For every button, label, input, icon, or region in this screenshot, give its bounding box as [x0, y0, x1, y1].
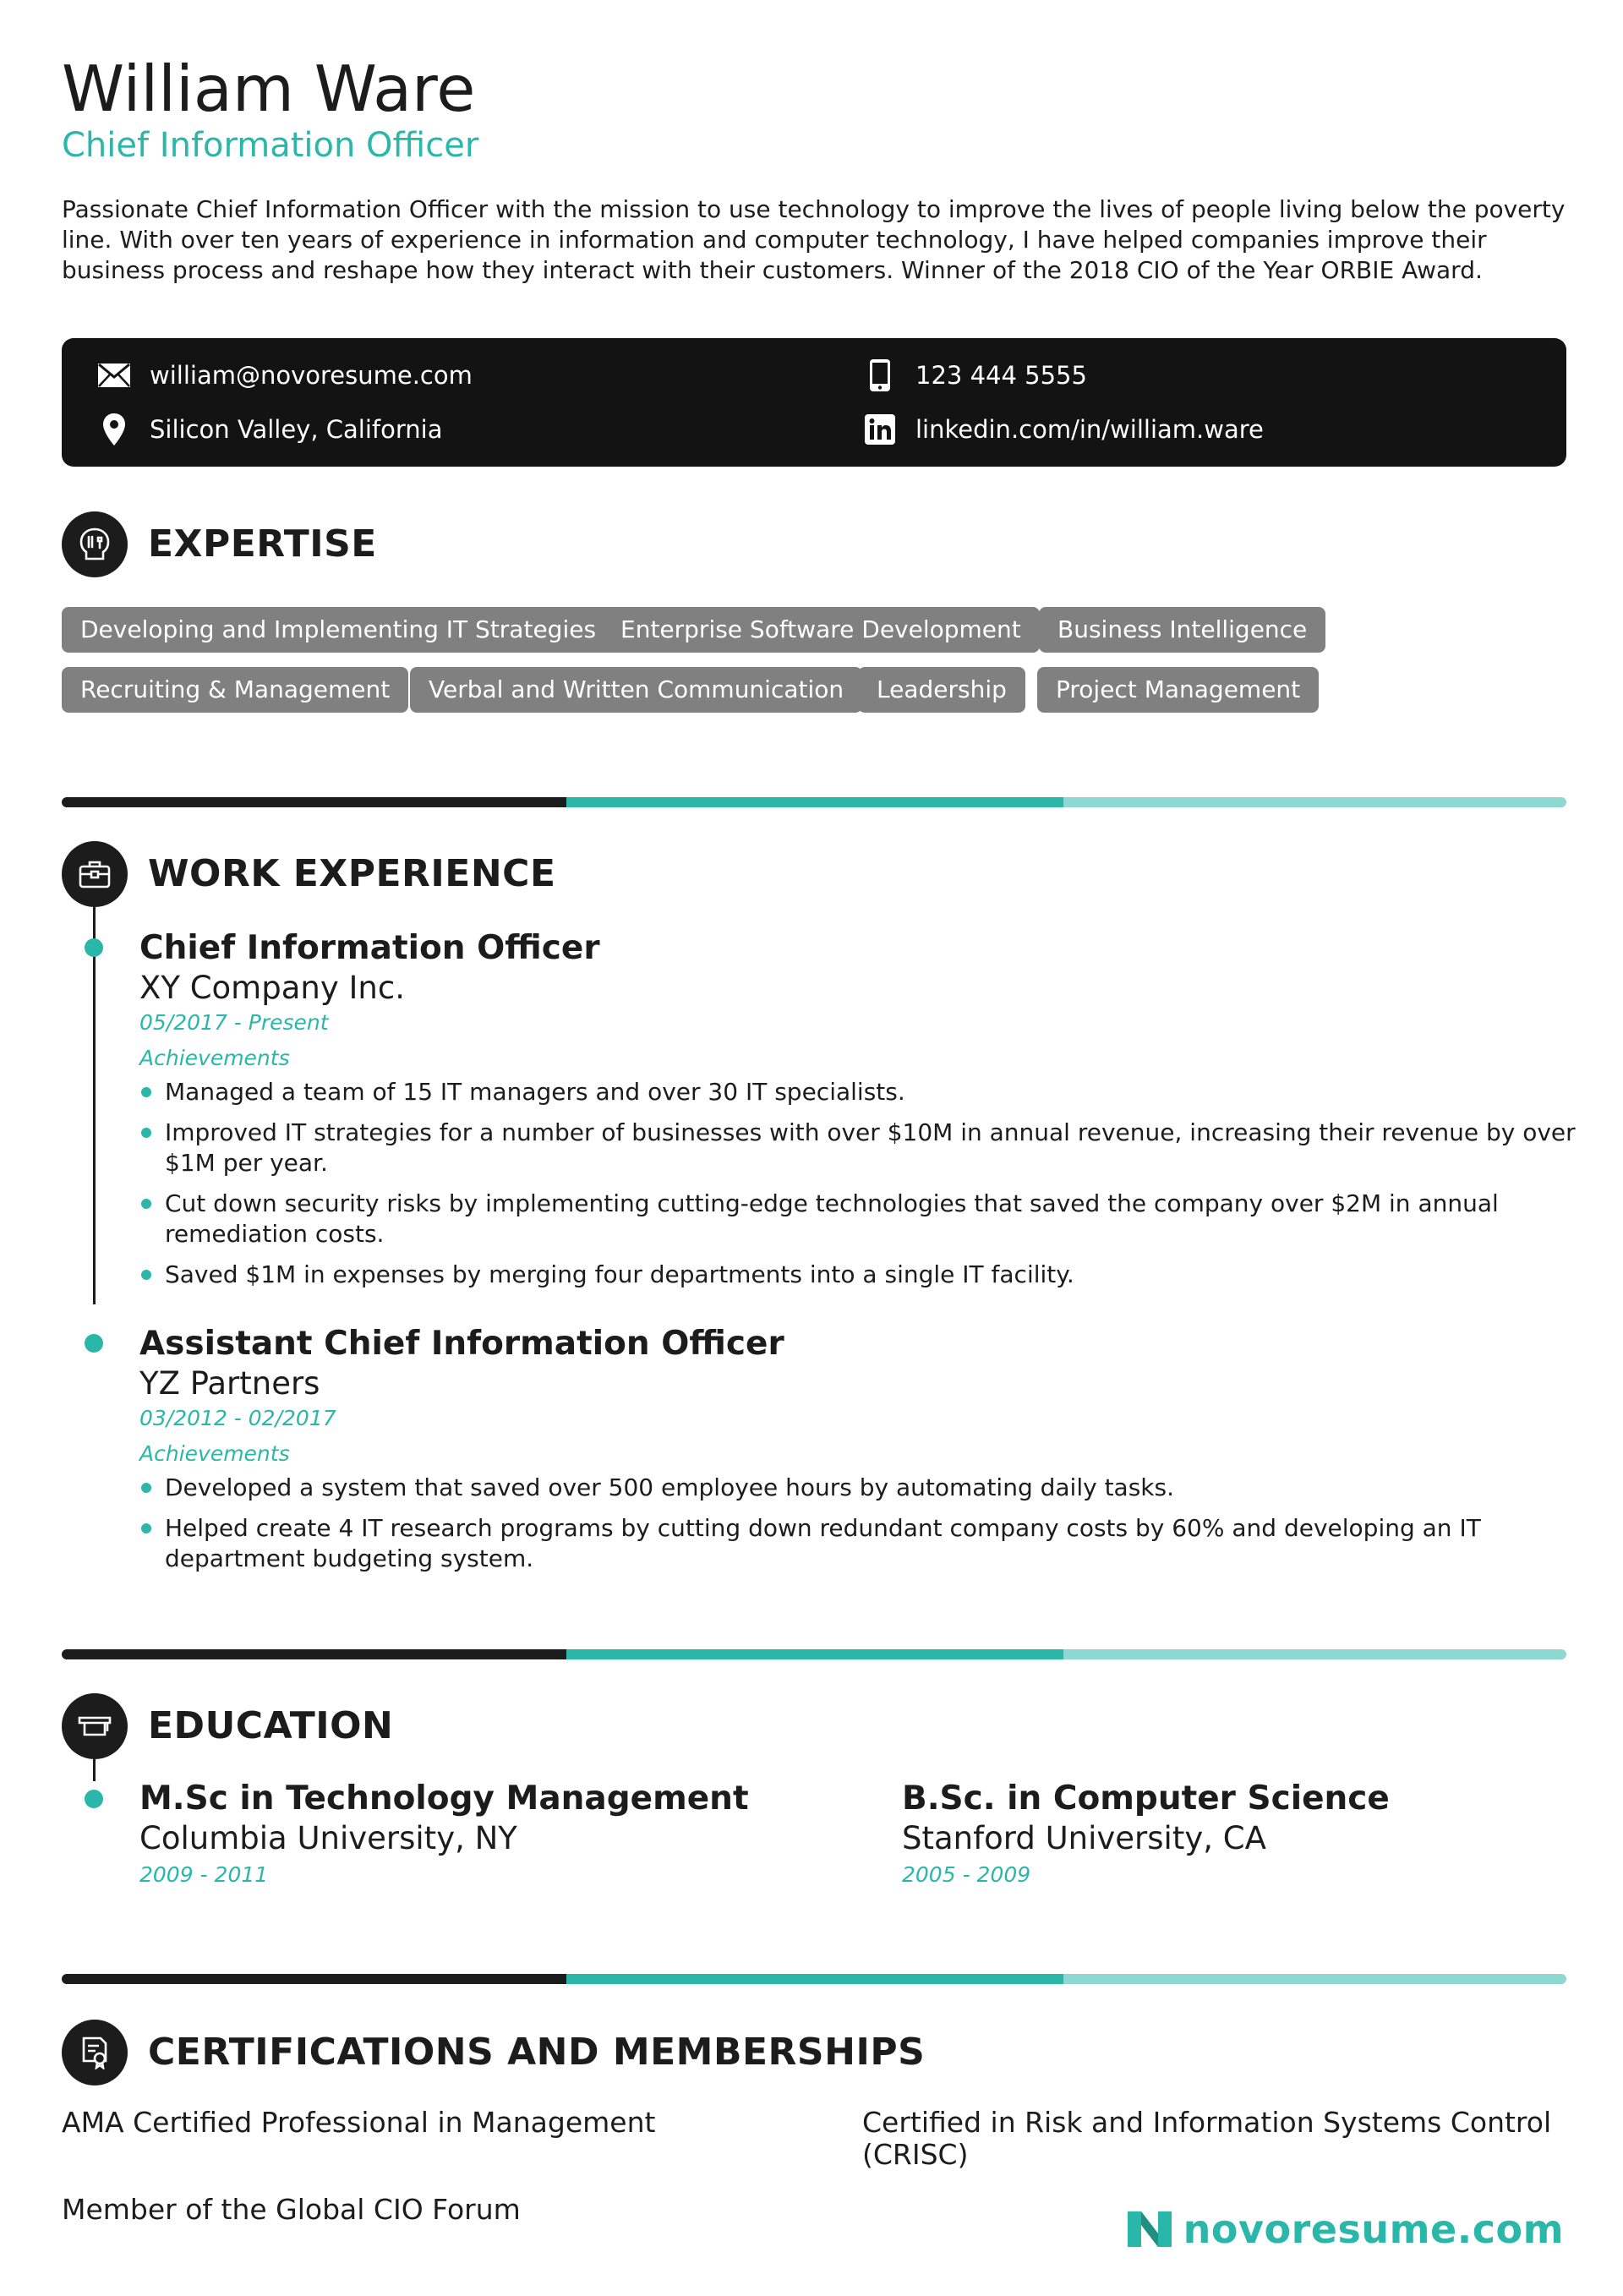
list-item: Improved IT strategies for a number of businesses with over $10M in annual revenue, increasing their revenue by over $1M per year. [139, 1118, 1577, 1178]
job-company: YZ Partners [139, 1365, 320, 1402]
expertise-tag: Leadership [858, 667, 1025, 713]
linkedin-icon [861, 413, 899, 446]
work-title: WORK EXPERIENCE [148, 852, 556, 895]
job-company: XY Company Inc. [139, 970, 405, 1006]
list-item: Cut down security risks by implementing cutting-edge technologies that saved the company over $2M in annual remediation costs. [139, 1189, 1577, 1249]
achievements-label: Achievements [139, 1441, 290, 1466]
candidate-name: William Ware [62, 52, 476, 126]
certification-item: Member of the Global CIO Forum [62, 2193, 521, 2226]
job-entry [139, 1324, 1577, 1584]
certificate-icon [62, 2020, 128, 2086]
timeline-dot [85, 938, 103, 957]
novoresume-logo[interactable] [1124, 2206, 1564, 2252]
briefcase-icon [62, 841, 128, 907]
expertise-tag: Recruiting & Management [62, 667, 408, 713]
contact-linkedin[interactable] [861, 413, 1264, 446]
expertise-title: EXPERTISE [148, 522, 377, 566]
phone-icon [861, 358, 899, 392]
education-dates: 2009 - 2011 [139, 1862, 269, 1887]
certification-item: Certified in Risk and Information Systems Control (CRISC) [862, 2106, 1552, 2171]
location-pin-icon [96, 413, 133, 446]
summary-text: Passionate Chief Information Officer with the mission to use technology to improve the lives of people living below the poverty line. With over ten years of experience in information and computer technology, I have helped companies improve their business process and reshape how they interact with their customers. Winner of the 2018 CIO of the Year ORBIE Award. [62, 195, 1566, 284]
list-item: Developed a system that saved over 500 employee hours by automating daily tasks. [139, 1473, 1577, 1503]
section-divider [62, 1974, 1566, 1984]
logo-text: novoresume.com [1183, 2206, 1564, 2252]
job-dates: 03/2012 - 02/2017 [139, 1406, 336, 1430]
degree-title: M.Sc in Technology Management [139, 1779, 749, 1818]
certifications-title: CERTIFICATIONS AND MEMBERSHIPS [148, 2031, 926, 2074]
list-item: Helped create 4 IT research programs by cutting down redundant company costs by 60% and developing an IT department budgeting system. [139, 1513, 1577, 1574]
education-entry [139, 1779, 749, 1889]
section-divider [62, 797, 1566, 807]
email-text: william@novoresume.com [150, 361, 473, 390]
certification-item: AMA Certified Professional in Management [62, 2106, 656, 2139]
job-title: Assistant Chief Information Officer [139, 1325, 784, 1363]
school-name: Stanford University, CA [902, 1820, 1266, 1856]
graduation-cap-icon [62, 1693, 128, 1759]
timeline-line [93, 907, 96, 1304]
novoresume-n-logo-icon [1124, 2208, 1175, 2250]
envelope-icon [96, 358, 133, 392]
timeline-line [93, 1759, 96, 1781]
job-title: Chief Information Officer [139, 929, 600, 967]
candidate-role: Chief Information Officer [62, 126, 479, 165]
expertise-tag: Business Intelligence [1039, 607, 1325, 653]
timeline-dot [85, 1334, 103, 1353]
timeline-dot [85, 1790, 103, 1808]
list-item: Managed a team of 15 IT managers and over 30 IT specialists. [139, 1077, 1577, 1107]
education-title: EDUCATION [148, 1704, 394, 1747]
education-entry [902, 1779, 1390, 1889]
expertise-icon [62, 511, 128, 577]
job-dates: 05/2017 - Present [139, 1010, 329, 1035]
degree-title: B.Sc. in Computer Science [902, 1779, 1390, 1818]
linkedin-text: linkedin.com/in/william.ware [915, 415, 1264, 444]
section-divider [62, 1649, 1566, 1659]
contact-phone[interactable] [861, 358, 1087, 392]
contact-email[interactable] [96, 358, 473, 392]
education-dates: 2005 - 2009 [902, 1862, 1031, 1887]
expertise-tag: Verbal and Written Communication [410, 667, 862, 713]
expertise-tag: Developing and Implementing IT Strategies [62, 607, 615, 653]
location-text: Silicon Valley, California [150, 415, 443, 444]
list-item: Saved $1M in expenses by merging four departments into a single IT facility. [139, 1260, 1577, 1290]
phone-text: 123 444 5555 [915, 361, 1087, 390]
contact-bar [62, 338, 1566, 467]
achievements-list [139, 1077, 1577, 1290]
expertise-tag: Enterprise Software Development [602, 607, 1040, 653]
achievements-list [139, 1473, 1577, 1574]
achievements-label: Achievements [139, 1046, 290, 1070]
job-entry [139, 928, 1577, 1300]
school-name: Columbia University, NY [139, 1820, 517, 1856]
contact-location [96, 413, 443, 446]
expertise-tag: Project Management [1037, 667, 1319, 713]
